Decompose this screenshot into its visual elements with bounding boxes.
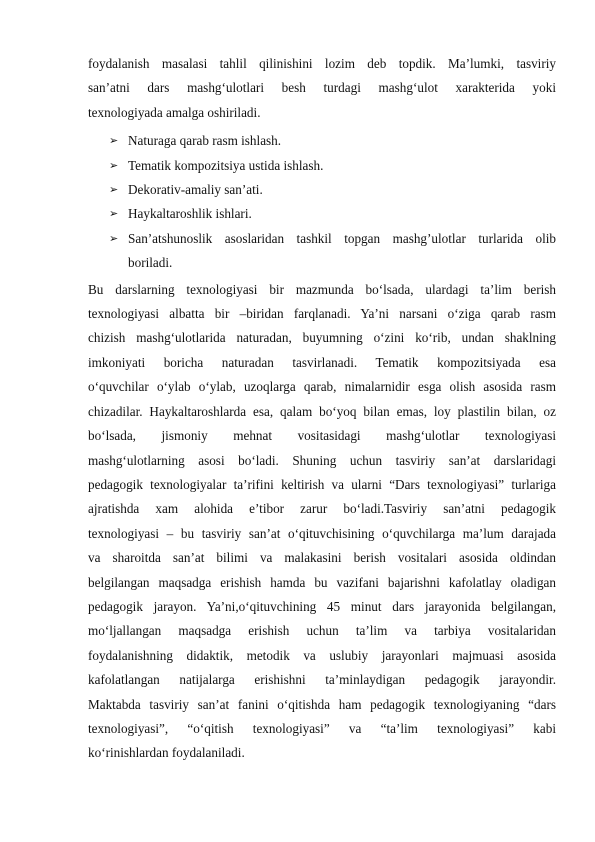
text-line: mashg‘ulotlarning asosi bo‘ladi. Shuning uchun tasviriy san’at darslaridagi (88, 452, 556, 468)
bullet-item (88, 129, 556, 153)
arrow-bullet-icon: ➢ (109, 207, 119, 221)
bullet-item (88, 227, 556, 276)
text-line: pedagogik texnologiyalar ta’rifini keltirish va ularni “Dars texnologiyasi” turlariga (88, 476, 556, 492)
text-line: va sharoitda san’at bilimi va malakasini berish vositalari asosida oldindan (88, 550, 556, 566)
arrow-bullet-icon: ➢ (109, 231, 119, 245)
arrow-bullet-icon: ➢ (109, 183, 119, 197)
text-line: bo‘lsada, jismoniy mehnat vositasidagi mashg‘ulotlar texnologiyasi (88, 428, 556, 444)
text-line: texnologiyasi – bu tasviriy san’at o‘qituvchisining o‘quvchilarga ma’lum darajada (88, 525, 556, 541)
text-line-last: texnologiyada amalga oshiriladi. (88, 104, 261, 120)
arrow-bullet-icon: ➢ (109, 158, 119, 172)
text-line: foydalanish masalasi tahlil qilinishini lozim deb topdik. Ma’lumki, tasviriy (88, 56, 556, 71)
text-line-last: boriladi. (128, 255, 173, 271)
bullet-item (88, 178, 556, 202)
document-page (88, 52, 556, 766)
text-line: San’atshunoslik asoslaridan tashkil topgan mashg’ulotlar turlarida olib (128, 230, 556, 246)
text-line-last: Naturaga qarab rasm ishlash. (128, 133, 282, 149)
text-line: san’atni dars mashg‘ulotlari besh turdagi mashg‘ulot xarakterida yoki (88, 80, 556, 96)
text-line: belgilangan maqsadga erishish hamda bu vazifani bajarishni kafolatlay oladigan (88, 574, 556, 590)
text-line: imkoniyati boricha naturadan tasvirlanadi. Tematik kompozitsiyada esa (88, 354, 556, 370)
text-line-last: Tematik kompozitsiya ustida ishlash. (128, 157, 324, 173)
bullet-list (88, 129, 556, 275)
bullet-item (88, 202, 556, 226)
bullet-item (88, 154, 556, 178)
intro-paragraph (88, 52, 556, 125)
text-line: pedagogik jarayon. Ya’ni,o‘qituvchining 45 minut dars jarayonida belgilangan, (88, 598, 556, 614)
text-line: foydalanishning didaktik, metodik va uslubiy jarayonlari majmuasi asosida (88, 647, 556, 663)
body-paragraph (88, 278, 556, 766)
text-line: o‘quvchilar o‘ylab o‘ylab, uzoqlarga qarab, nimalarnidir esga olish asosida rasm (88, 379, 556, 395)
text-line-last: ko‘rinishlardan foydalaniladi. (88, 745, 245, 761)
text-line: kafolatlangan natijalarga erishishni ta’minlaydigan pedagogik jarayondir. (88, 672, 556, 688)
text-line: chizish mashg‘ulotlarida naturadan, buyumning o‘zini ko‘rib, undan shaklning (88, 330, 556, 346)
text-line: Maktabda tasviriy san’at fanini o‘qitishda ham pedagogik texnologiyaning “dars (88, 696, 556, 712)
text-line: Bu darslarning texnologiyasi bir mazmunda bo‘lsada, ulardagi ta’lim berish (88, 281, 556, 297)
text-line: mo‘ljallangan maqsadga erishish uchun ta’lim va tarbiya vositalaridan (88, 623, 556, 639)
text-line: texnologiyasi albatta bir –biridan farqlanadi. Ya’ni narsani o‘ziga qarab rasm (88, 306, 556, 322)
text-line: chizadilar. Haykaltaroshlarda esa, qalam bo‘yoq bilan emas, loy plastilin bilan, oz (88, 403, 556, 419)
text-line-last: Dekorativ-amaliy san’ati. (128, 182, 263, 198)
text-line: ajratishda xam alohida e’tibor zarur bo‘ladi.Tasviriy san’atni pedagogik (88, 501, 556, 517)
text-line: texnologiyasi”, “o‘qitish texnologiyasi” va “ta’lim texnologiyasi” kabi (88, 720, 556, 736)
arrow-bullet-icon: ➢ (109, 134, 119, 148)
text-line-last: Haykaltaroshlik ishlari. (128, 206, 252, 222)
